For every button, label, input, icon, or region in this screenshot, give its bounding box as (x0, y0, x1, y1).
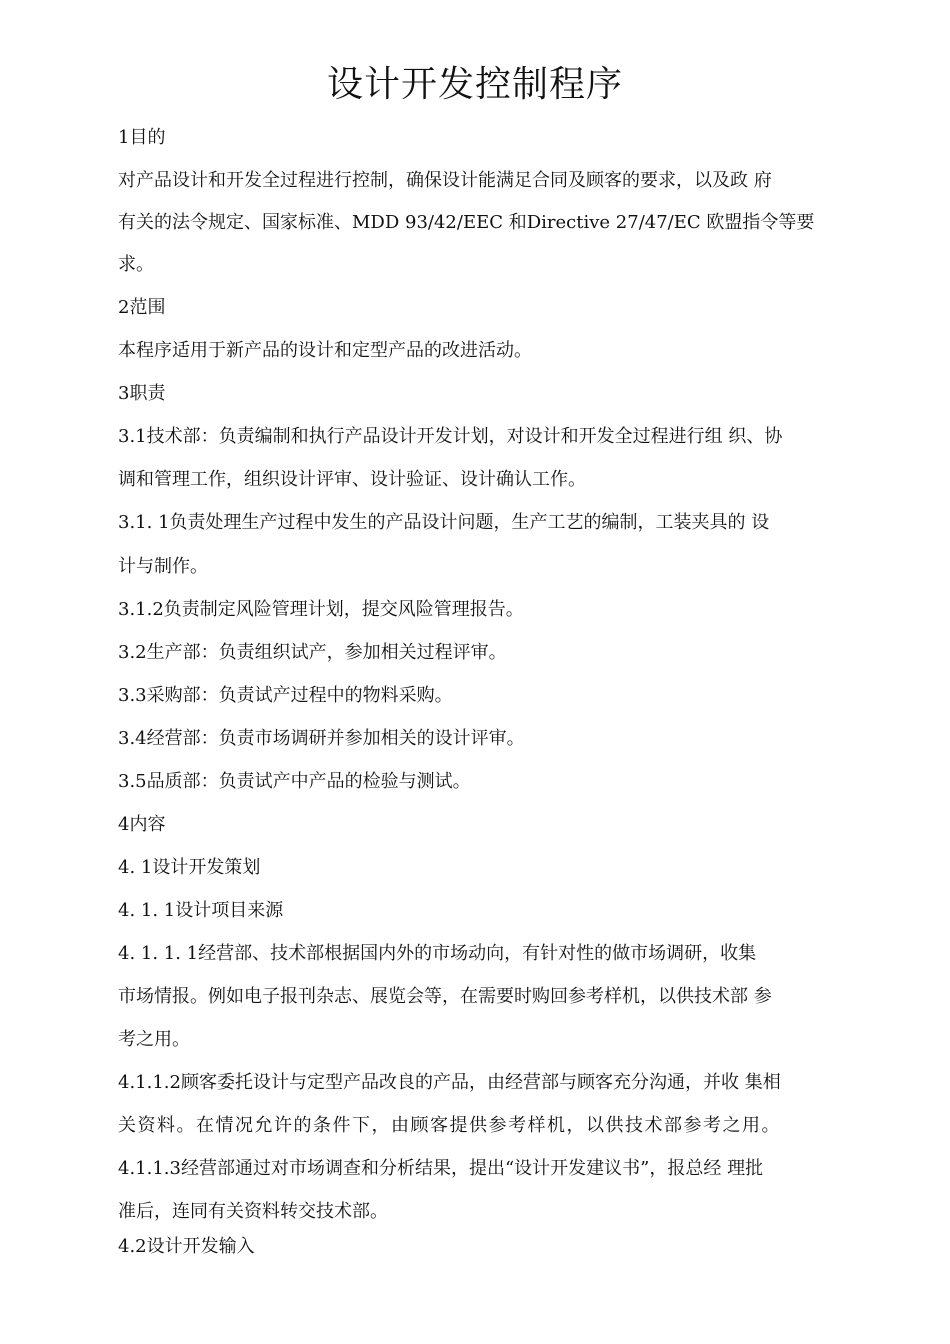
paragraph-line: 3.1技术部：负责编制和执行产品设计开发计划，对设计和开发全过程进行组 织、协 (118, 426, 783, 447)
paragraph-line: 4. 1. 1. 1经营部、技术部根据国内外的市场动向，有针对性的做市场调研，收集 (118, 943, 757, 964)
paragraph-line: 计与制作。 (118, 556, 208, 577)
paragraph-line: 有关的法令规定、国家标准、MDD 93/42/EEC 和Directive 27/47/EC 欧盟指令等要 (118, 212, 815, 233)
subsection-heading: 4. 1. 1设计项目来源 (118, 900, 284, 921)
paragraph-line: 准后，连同有关资料转交技术部。 (118, 1201, 388, 1222)
paragraph-line: 本程序适用于新产品的设计和定型产品的改进活动。 (118, 340, 532, 361)
subsection-heading: 4. 1设计开发策划 (118, 857, 261, 878)
section-heading: 3职责 (118, 383, 166, 404)
paragraph-line: 求。 (118, 254, 154, 275)
paragraph-line: 4.1.1.2顾客委托设计与定型产品改良的产品，由经营部与顾客充分沟通，并收 集相 (118, 1072, 781, 1093)
document-title: 设计开发控制程序 (326, 64, 623, 105)
paragraph-line: 考之用。 (118, 1029, 190, 1050)
paragraph-line: 3.4经营部：负责市场调研并参加相关的设计评审。 (118, 728, 525, 749)
paragraph-line: 3.2生产部：负责组织试产，参加相关过程评审。 (118, 642, 507, 663)
paragraph-line: 3.1. 1负责处理生产过程中发生的产品设计问题，生产工艺的编制，工装夹具的 设 (118, 512, 770, 533)
paragraph-line: 4.1.1.3经营部通过对市场调查和分析结果，提出“设计开发建议书”，报总经 理批 (118, 1158, 764, 1179)
paragraph-line: 对产品设计和开发全过程进行控制，确保设计能满足合同及顾客的要求，以及政 府 (118, 170, 772, 191)
paragraph-line: 关资料。在情况允许的条件下，由顾客提供参考样机，以供技术部参考之用。 (118, 1115, 781, 1136)
paragraph-line: 3.3采购部：负责试产过程中的物料采购。 (118, 685, 453, 706)
section-heading: 2范围 (118, 297, 166, 318)
paragraph-line: 3.1.2负责制定风险管理计划，提交风险管理报告。 (118, 599, 524, 620)
paragraph-line: 市场情报。例如电子报刊杂志、展览会等，在需要时购回参考样机，以供技术部 参 (118, 986, 772, 1007)
section-heading: 4内容 (118, 814, 166, 835)
paragraph-line: 调和管理工作，组织设计评审、设计验证、设计确认工作。 (118, 469, 586, 490)
subsection-heading: 4.2设计开发输入 (118, 1236, 255, 1257)
paragraph-line: 3.5品质部：负责试产中产品的检验与测试。 (118, 771, 471, 792)
section-heading: 1目的 (118, 127, 166, 148)
